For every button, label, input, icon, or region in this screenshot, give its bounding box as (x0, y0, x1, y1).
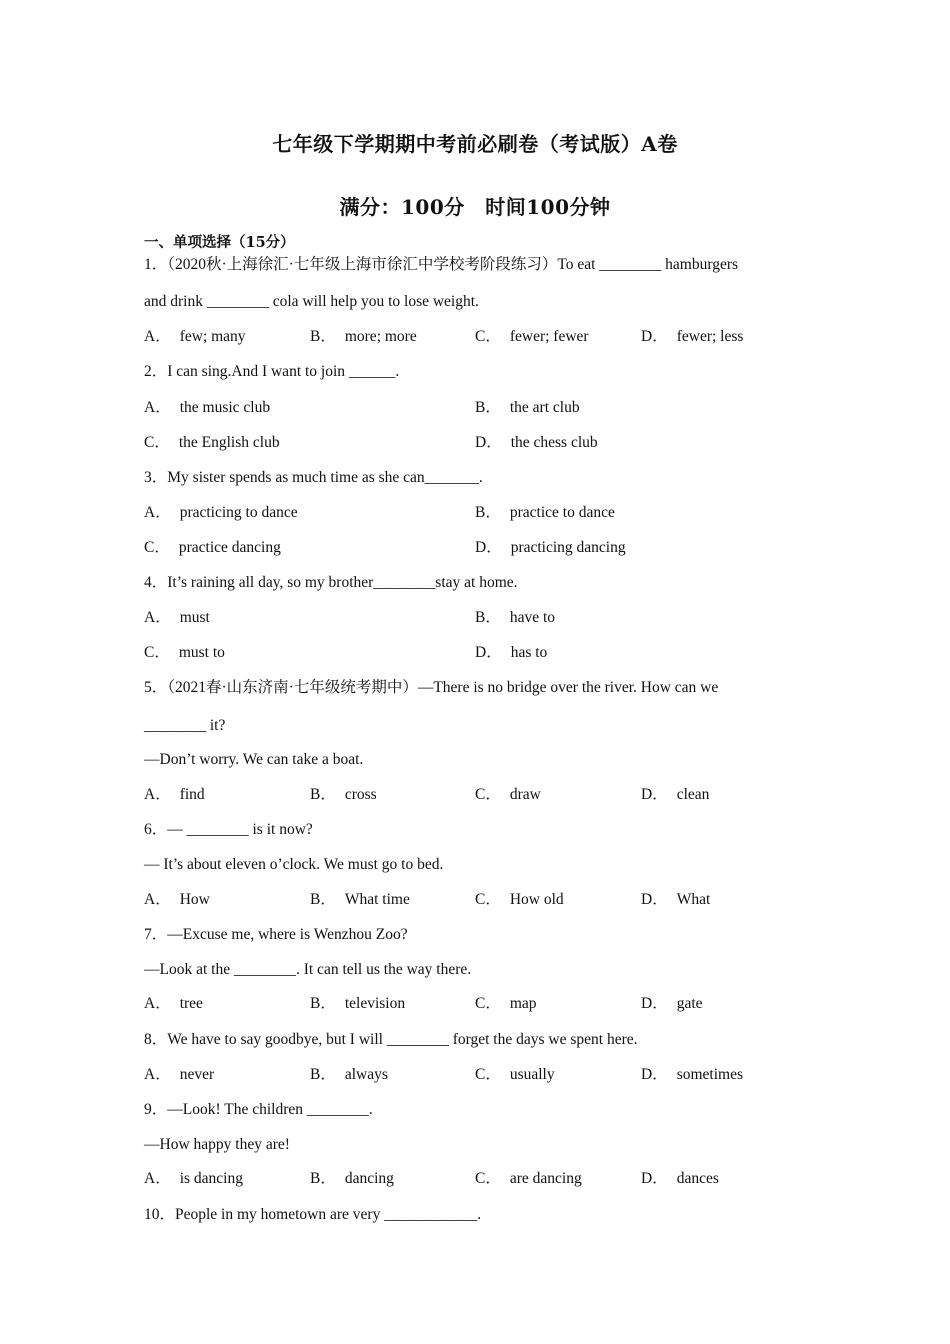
question-2-option-a[interactable]: A． the music club (144, 399, 271, 416)
question-3-option-c[interactable]: C． practice dancing (144, 539, 281, 556)
question-3-option-a[interactable]: A． practicing to dance (144, 504, 298, 521)
question-6-option-a[interactable]: A． How (144, 891, 210, 908)
question-5-line-2: ________ it? (144, 717, 226, 734)
question-5-option-a[interactable]: A． find (144, 786, 205, 803)
question-7-option-b[interactable]: B． television (310, 995, 406, 1012)
question-9-option-c[interactable]: C． are dancing (475, 1170, 582, 1187)
question-5-option-d[interactable]: D． clean (641, 786, 710, 803)
question-7-option-a[interactable]: A． tree (144, 995, 203, 1012)
question-4-line-1: 4．It’s raining all day, so my brother________stay at home. (144, 574, 518, 591)
question-2-option-c[interactable]: C． the English club (144, 434, 280, 451)
question-1-option-c[interactable]: C． fewer; fewer (475, 328, 589, 345)
question-6-option-c[interactable]: C． How old (475, 891, 564, 908)
question-9-option-b[interactable]: B． dancing (310, 1170, 394, 1187)
question-9-line-2: —How happy they are! (144, 1136, 290, 1153)
question-6-option-b[interactable]: B． What time (310, 891, 410, 908)
question-5-line-1: 5．（2021春·山东济南·七年级统考期中）—There is no bridge over the river. How can we (144, 679, 719, 696)
question-1-line-2: and drink ________ cola will help you to lose weight. (144, 293, 479, 310)
question-3-line-1: 3．My sister spends as much time as she can_______. (144, 469, 483, 486)
question-4-option-d[interactable]: D． has to (475, 644, 548, 661)
question-1-option-d[interactable]: D． fewer; less (641, 328, 744, 345)
question-5-option-c[interactable]: C． draw (475, 786, 541, 803)
question-3-option-d[interactable]: D． practicing dancing (475, 539, 626, 556)
question-4-option-c[interactable]: C． must to (144, 644, 225, 661)
question-9-line-1: 9．—Look! The children ________. (144, 1101, 373, 1118)
question-9-option-d[interactable]: D． dances (641, 1170, 719, 1187)
question-8-line-1: 8．We have to say goodbye, but I will ________ forget the days we spent here. (144, 1031, 638, 1048)
question-8-option-c[interactable]: C． usually (475, 1066, 555, 1083)
question-2-line-1: 2．I can sing.And I want to join ______. (144, 363, 400, 380)
question-4-option-a[interactable]: A． must (144, 609, 210, 626)
question-7-option-c[interactable]: C． map (475, 995, 537, 1012)
question-6-line-2: — It’s about eleven o’clock. We must go to bed. (144, 856, 444, 873)
question-10-line-1: 10．People in my hometown are very ____________. (144, 1206, 482, 1223)
question-4-option-b[interactable]: B． have to (475, 609, 556, 626)
question-1-option-b[interactable]: B． more; more (310, 328, 417, 345)
question-5-line-3: —Don’t worry. We can take a boat. (144, 751, 364, 768)
question-6-line-1: 6．— ________ is it now? (144, 821, 313, 838)
section-heading: 一、单项选择（15分） (144, 234, 295, 251)
question-1-option-a[interactable]: A． few; many (144, 328, 246, 345)
page-title: 七年级下学期期中考前必刷卷（考试版）A卷 (272, 132, 678, 156)
question-1-line-1: 1．（2020秋·上海徐汇·七年级上海市徐汇中学校考阶段练习）To eat ________ hamburgers (144, 256, 739, 273)
question-2-option-b[interactable]: B． the art club (475, 399, 580, 416)
question-9-option-a[interactable]: A． is dancing (144, 1170, 243, 1187)
question-6-option-d[interactable]: D． What (641, 891, 711, 908)
question-7-line-2: —Look at the ________. It can tell us the way there. (144, 961, 472, 978)
question-7-option-d[interactable]: D． gate (641, 995, 703, 1012)
question-5-option-b[interactable]: B． cross (310, 786, 377, 803)
question-3-option-b[interactable]: B． practice to dance (475, 504, 615, 521)
question-7-line-1: 7．—Excuse me, where is Wenzhou Zoo? (144, 926, 408, 943)
question-8-option-d[interactable]: D． sometimes (641, 1066, 744, 1083)
question-2-option-d[interactable]: D． the chess club (475, 434, 598, 451)
score-time-info: 满分：100分 时间100分钟 (339, 195, 611, 219)
question-8-option-a[interactable]: A． never (144, 1066, 215, 1083)
question-8-option-b[interactable]: B． always (310, 1066, 388, 1083)
